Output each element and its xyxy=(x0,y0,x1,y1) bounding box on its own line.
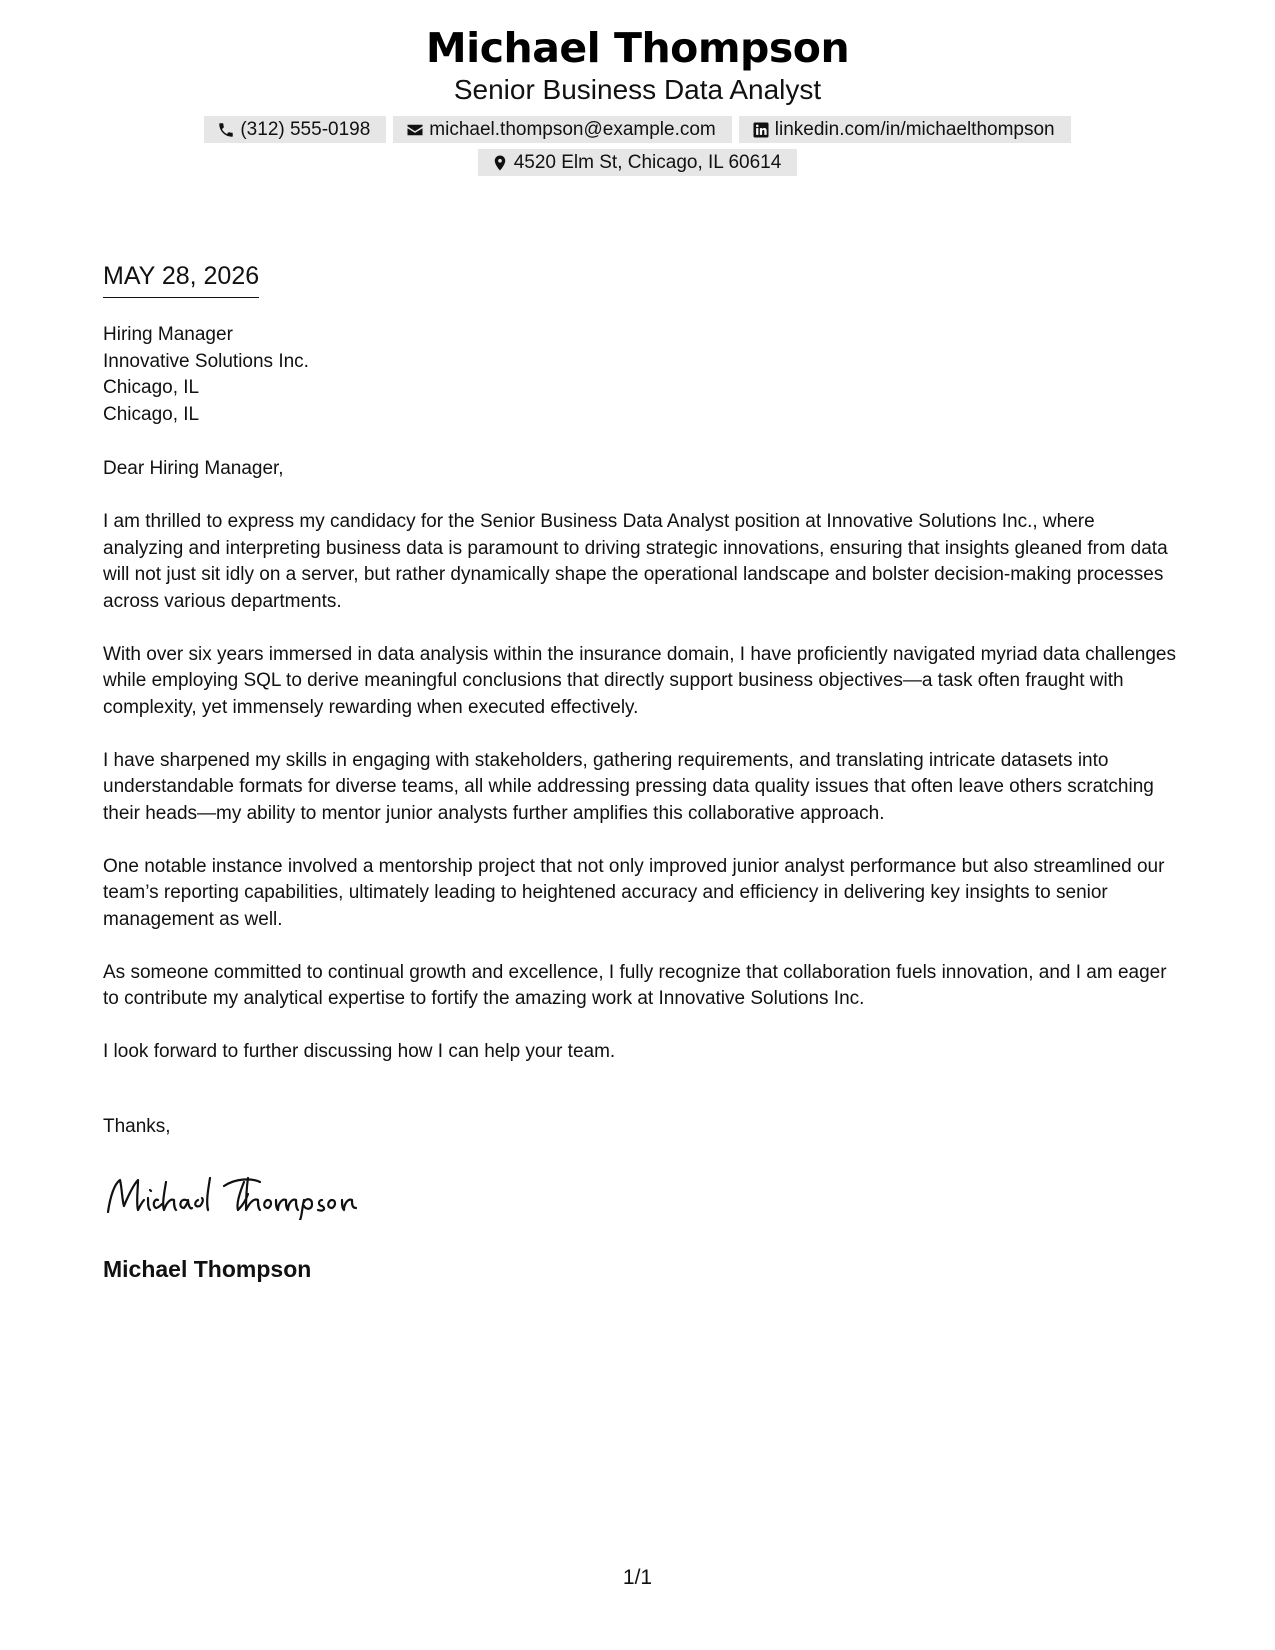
map-pin-icon xyxy=(491,154,509,172)
contact-row xyxy=(0,116,1275,143)
handwritten-signature xyxy=(100,1170,370,1220)
linkedin-text: linkedin.com/in/michaelthompson xyxy=(774,118,1055,140)
letter-body xyxy=(103,456,1178,1092)
phone-text: (312) 555-0198 xyxy=(240,118,371,140)
body-paragraph: With over six years immersed in data analysis within the insurance domain, I have proficiently navigated myriad data challenges while employing SQL to derive meaningful conclusions that directly support business objectives—a task often fraught with complexity, yet immensely rewarding when executed effectively. xyxy=(103,643,1176,718)
email-text: michael.thompson@example.com xyxy=(429,118,716,140)
envelope-icon xyxy=(406,121,424,139)
linkedin-chip[interactable] xyxy=(739,116,1071,143)
letter-date: MAY 28, 2026 xyxy=(103,261,259,298)
signer-name: Michael Thompson xyxy=(103,1256,312,1282)
applicant-name: Michael Thompson xyxy=(425,24,850,72)
body-paragraph: As someone committed to continual growth and excellence, I fully recognize that collaboration fuels innovation, and I am eager to contribute my analytical expertise to fortify the amazing work at Innovative Solutions Inc. xyxy=(103,961,1167,1009)
recipient-line: Chicago, IL xyxy=(103,377,200,398)
body-paragraph: I have sharpened my skills in engaging with stakeholders, gathering requirements, and translating intricate datasets into understandable formats for diverse teams, all while addressing pressing data quality issues that often leave others scratching their heads—my ability to mentor junior analysts further amplifies this collaborative approach. xyxy=(103,749,1154,824)
contact-row-address xyxy=(0,149,1275,176)
recipient-line: Hiring Manager xyxy=(103,324,233,345)
applicant-title: Senior Business Data Analyst xyxy=(453,74,822,105)
body-paragraph: I look forward to further discussing how I can help your team. xyxy=(103,1041,616,1062)
phone-chip[interactable] xyxy=(204,116,386,143)
email-chip[interactable] xyxy=(393,116,731,143)
phone-icon xyxy=(217,121,235,139)
recipient-line: Chicago, IL xyxy=(103,403,200,425)
body-paragraph: One notable instance involved a mentorship project that not only improved junior analyst performance but also streamlined our team’s reporting capabilities, ultimately leading to heightened accuracy and efficiency in delivering key insights to senior management as well. xyxy=(103,855,1165,930)
closing: Thanks, xyxy=(103,1116,171,1137)
body-paragraph: I am thrilled to express my candidacy for the Senior Business Data Analyst position at Innovative Solutions Inc., where analyzing and interpreting business data is paramount to driving strategic innovations, ensuring that insights gleaned from data will not just sit idly on a server, but rather dynamically shape the operational landscape and bolster decision-making processes across various departments. xyxy=(103,511,1168,612)
recipient-line: Innovative Solutions Inc. xyxy=(103,350,309,372)
recipient-block xyxy=(103,322,309,428)
page-number: 1/1 xyxy=(622,1566,653,1589)
letter-header xyxy=(0,22,1275,176)
address-text: 4520 Elm St, Chicago, IL 60614 xyxy=(513,151,782,173)
linkedin-icon xyxy=(752,121,770,139)
salutation: Dear Hiring Manager, xyxy=(103,458,284,479)
address-chip xyxy=(478,149,798,176)
